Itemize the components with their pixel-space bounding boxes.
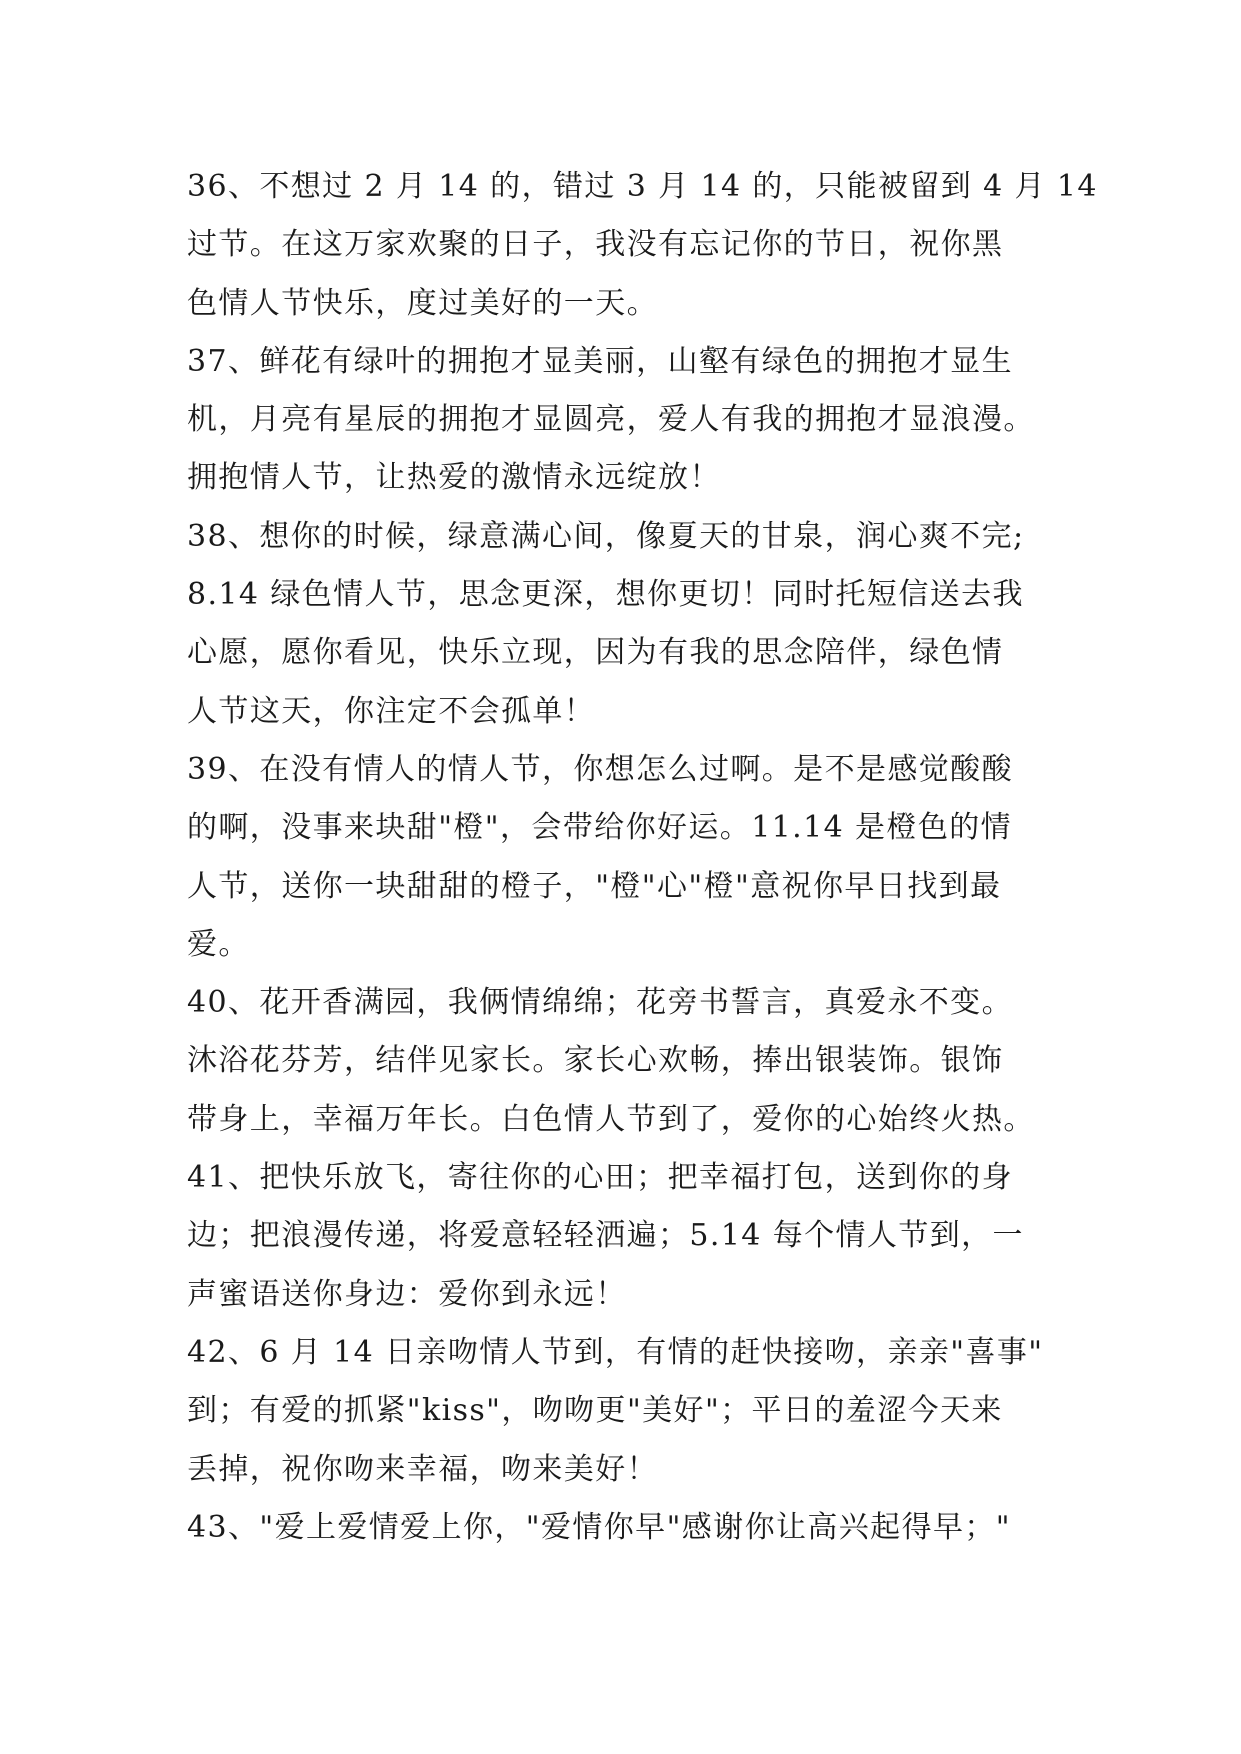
- text-line: 36、不想过 2 月 14 的，错过 3 月 14 的，只能被留到 4 月 14: [187, 169, 1098, 204]
- text-line: 8.14 绿色情人节，思念更深，想你更切！同时托短信送去我: [187, 577, 1024, 613]
- text-line: 42、6 月 14 日亲吻情人节到，有情的赶快接吻，亲亲"喜事": [187, 1334, 1044, 1370]
- text-line: 41、把快乐放飞，寄往你的心田；把幸福打包，送到你的身: [187, 1160, 1013, 1196]
- text-line: 人节这天，你注定不会孤单！: [187, 693, 596, 729]
- text-line: 心愿，愿你看见，快乐立现，因为有我的思念陪伴，绿色情: [187, 635, 1004, 671]
- text-line: 的啊，没事来块甜"橙"，会带给你好运。11.14 是橙色的情: [187, 810, 1013, 846]
- text-line: 带身上，幸福万年长。白色情人节到了，爱你的心始终火热。: [187, 1101, 1035, 1137]
- text-line: 声蜜语送你身边：爱你到永远！: [187, 1276, 627, 1312]
- text-line: 37、鲜花有绿叶的拥抱才显美丽，山壑有绿色的拥抱才显生: [187, 343, 1013, 379]
- text-line: 过节。在这万家欢聚的日子，我没有忘记你的节日，祝你黑: [187, 227, 1004, 263]
- text-line: 39、在没有情人的情人节，你想怎么过啊。是不是感觉酸酸: [187, 751, 1013, 787]
- text-line: 沐浴花芬芳，结伴见家长。家长心欢畅，捧出银装饰。银饰: [187, 1043, 1004, 1079]
- text-line: 人节，送你一块甜甜的橙子，"橙"心"橙"意祝你早日找到最: [187, 868, 1002, 904]
- text-line: 色情人节快乐，度过美好的一天。: [187, 285, 658, 321]
- text-line: 38、想你的时候，绿意满心间，像夏天的甘泉，润心爽不完;: [187, 518, 1025, 554]
- text-line: 爱。: [187, 926, 250, 962]
- text-line: 丢掉，祝你吻来幸福，吻来美好！: [187, 1451, 658, 1487]
- text-line: 拥抱情人节，让热爱的激情永远绽放！: [187, 460, 721, 496]
- text-line: 机，月亮有星辰的拥抱才显圆亮，爱人有我的拥抱才显浪漫。: [187, 402, 1035, 438]
- text-line: 到；有爱的抓紧"kiss"，吻吻更"美好"；平日的羞涩今天来: [187, 1393, 1003, 1429]
- text-line: 40、花开香满园，我俩情绵绵；花旁书誓言，真爱永不变。: [187, 985, 1013, 1021]
- text-line: 43、"爱上爱情爱上你，"爱情你早"感谢你让高兴起得早；": [187, 1509, 1011, 1545]
- document-body: [187, 158, 1098, 1557]
- text-line: 边；把浪漫传递，将爱意轻轻洒遍；5.14 每个情人节到，一: [187, 1218, 1024, 1254]
